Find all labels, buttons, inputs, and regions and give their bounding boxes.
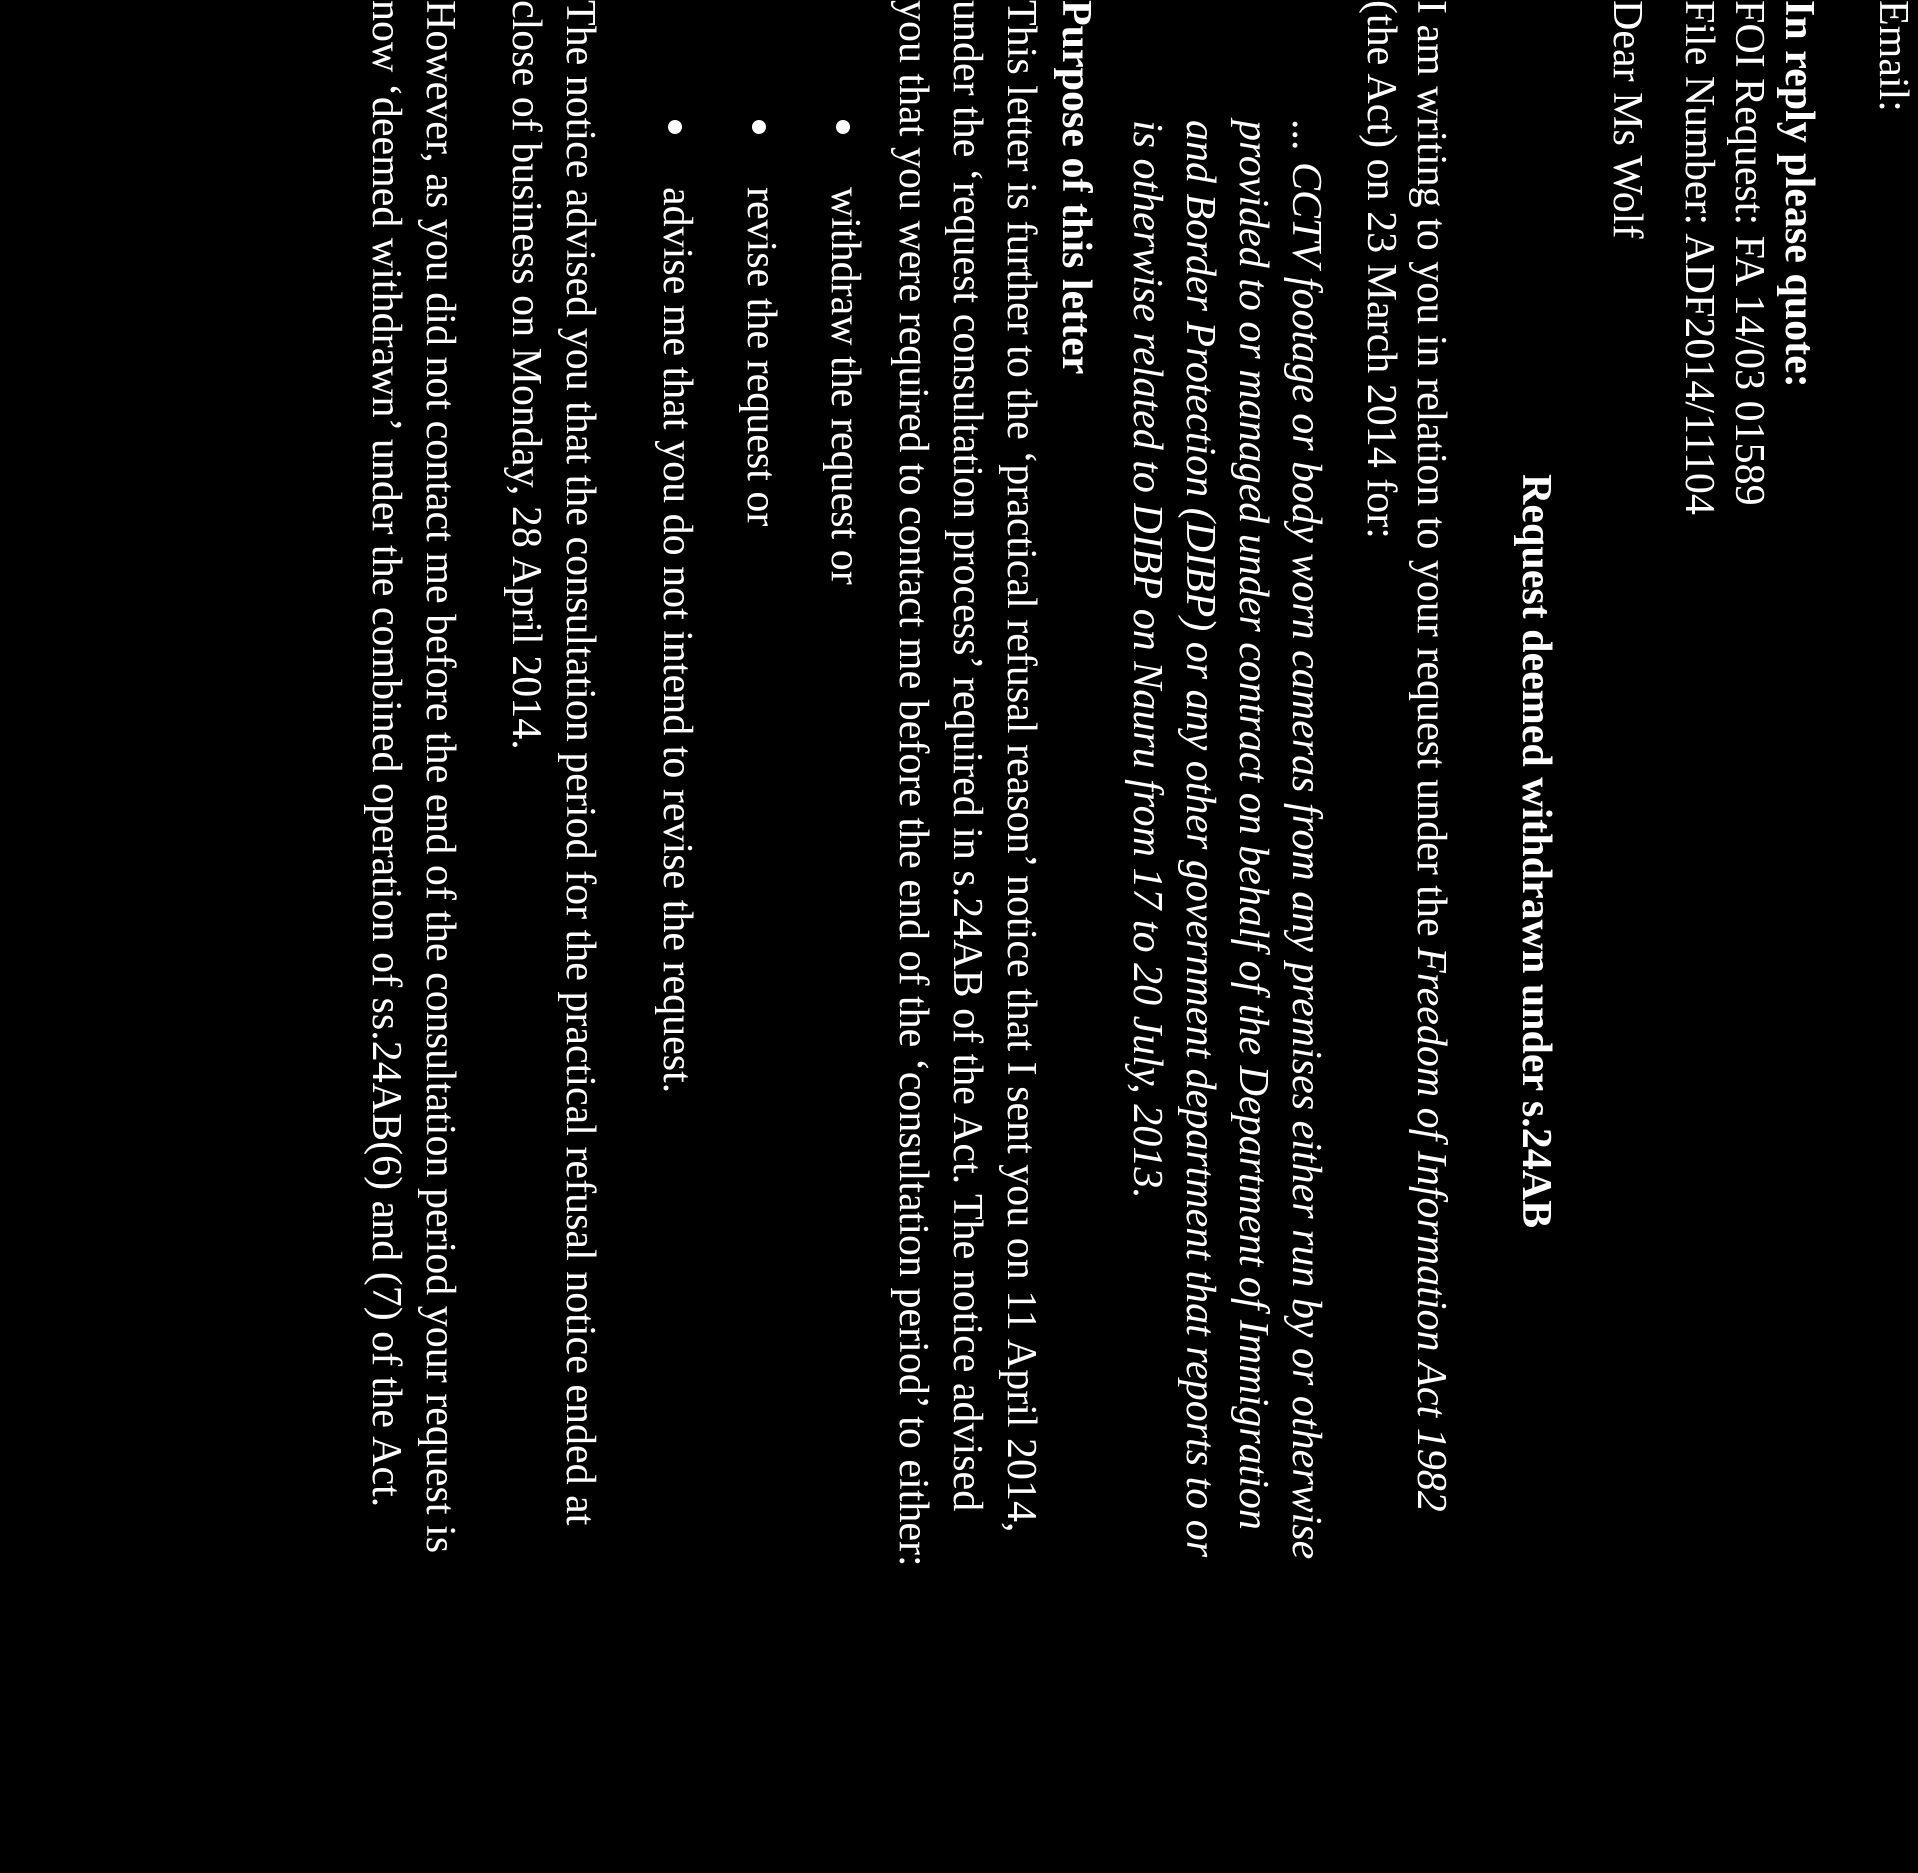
bullet-item: advise me that you do not intend to revise the request. (654, 187, 700, 1094)
intro-line-2: (the Act) on 23 March 2014 for: (1358, 0, 1404, 539)
bullet-icon (668, 120, 682, 134)
intro-line-1 (1406, 0, 1456, 1512)
paragraph-line: you that you were required to contact me before the end of the ‘consultation period’ to either: (890, 0, 936, 1567)
salutation: Dear Ms Wolf (1604, 0, 1650, 239)
email-label: Email: (1870, 0, 1916, 112)
intro-text: I am writing to you in relation to your request under the (1408, 0, 1454, 948)
paragraph-line: This letter is further to the ‘practical refusal reason’ notice that I sent you on 11 April 2014, (998, 0, 1044, 1533)
section-heading: Purpose of this letter (1053, 0, 1099, 375)
paragraph-line: However, as you did not contact me before the end of the consultation period your request is (417, 0, 463, 1554)
file-number-line: File Number: ADF2014/11104 (1676, 0, 1722, 515)
quote-line: and Border Protection (DIBP) or any other government department that reports to or (1177, 120, 1223, 1558)
quote-line: provided to or managed under contract on behalf of the Department of Immigration (1230, 120, 1276, 1530)
reply-quote-label: In reply please quote: (1776, 0, 1822, 388)
paragraph-line: under the ‘request consultation process’ required in s.24AB of the Act. The notice advised (944, 0, 990, 1512)
bullet-item: withdraw the request or (822, 187, 868, 585)
bullet-item: revise the request or (738, 187, 784, 527)
letter-heading: Request deemed withdrawn under s.24AB (1513, 474, 1559, 1229)
quote-line: ... CCTV footage or body worn cameras from any premises either run by or otherwise (1283, 120, 1329, 1560)
bullet-icon (752, 120, 766, 134)
bullet-icon (836, 120, 850, 134)
quote-line: is otherwise related to DIBP on Nauru from 17 to 20 July, 2013. (1124, 120, 1170, 1199)
foi-request-line: FOI Request: FA 14/03 01589 (1726, 0, 1772, 506)
paragraph-line: now ‘deemed withdrawn’ under the combined operation of ss.24AB(6) and (7) of the Act. (363, 0, 409, 1508)
paragraph-line: close of business on Monday, 28 April 2014. (503, 0, 549, 750)
paragraph-line: The notice advised you that the consultation period for the practical refusal notice ended at (557, 0, 603, 1526)
act-title: Freedom of Information Act 1982 (1408, 947, 1454, 1512)
